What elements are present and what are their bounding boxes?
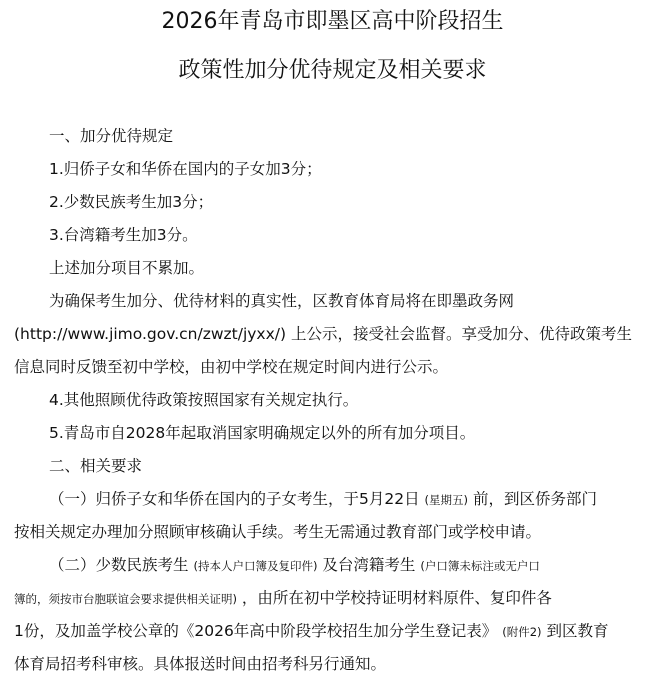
policy-item-4: 4.其他照顾优待政策按照国家有关规定执行。 [49,391,359,409]
section1-heading: 一、加分优待规定 [49,127,174,145]
policy-item-2: 2.少数民族考生加3分； [49,193,214,211]
requirement-2-text-e: 到区教育 [546,622,609,640]
requirement-2-text-b: 及台湾籍考生 [322,556,416,574]
section2-heading: 二、相关要求 [49,457,143,475]
requirement-1-line2: 按相关规定办理加分照顾审核确认手续。考生无需通过教育部门或学校申请。 [14,523,542,541]
requirement-1-text-a: （一）归侨子女和华侨在国内的子女考生，于5月22日 [49,490,420,508]
verification-paragraph-line3: 信息同时反馈至初中学校，由初中学校在规定时间内进行公示。 [14,358,449,376]
requirement-2-line2 [14,588,552,609]
requirement-2-line1 [49,555,540,576]
requirement-2-note-3: 簿的，须按市台胞联谊会要求提供相关证明) [14,592,237,606]
requirement-2-line3 [14,621,609,642]
verification-paragraph-line2: (http://www.jimo.gov.cn/zwzt/jyxx/) 上公示，接受社会监督。享受加分、优待政策考生 [14,325,632,343]
requirement-2-line4: 体育局招考科审核。具体报送时间由招考科另行通知。 [14,655,387,673]
requirement-1-text-b: 前，到区侨务部门 [472,490,597,508]
requirement-2-note-2: (户口簿未标注或无户口 [420,559,540,573]
requirement-2-text-d: 1份，及加盖学校公章的《2026年高中阶段学校招生加分学生登记表》 [14,622,498,640]
requirement-1-weekday-note: (星期五) [424,493,469,507]
policy-item-1: 1.归侨子女和华侨在国内的子女加3分； [49,160,322,178]
requirement-2-text-a: （二）少数民族考生 [49,556,189,574]
requirement-2-text-c: ，由所在初中学校持证明材料原件、复印件各 [241,589,552,607]
policy-item-5: 5.青岛市自2028年起取消国家明确规定以外的所有加分项目。 [49,424,476,442]
policy-item-3: 3.台湾籍考生加3分。 [49,226,198,244]
document-title-line1: 2026年青岛市即墨区高中阶段招生 [161,9,504,34]
no-accumulate-note: 上述加分项目不累加。 [49,259,205,277]
document-title-line2: 政策性加分优待规定及相关要求 [178,58,487,83]
requirement-2-note-1: (持本人户口簿及复印件) [193,559,318,573]
requirement-2-attachment-note: (附件2) [502,625,542,639]
verification-paragraph-line1: 为确保考生加分、优待材料的真实性，区教育体育局将在即墨政务网 [49,292,515,310]
requirement-1-line1 [49,489,597,510]
